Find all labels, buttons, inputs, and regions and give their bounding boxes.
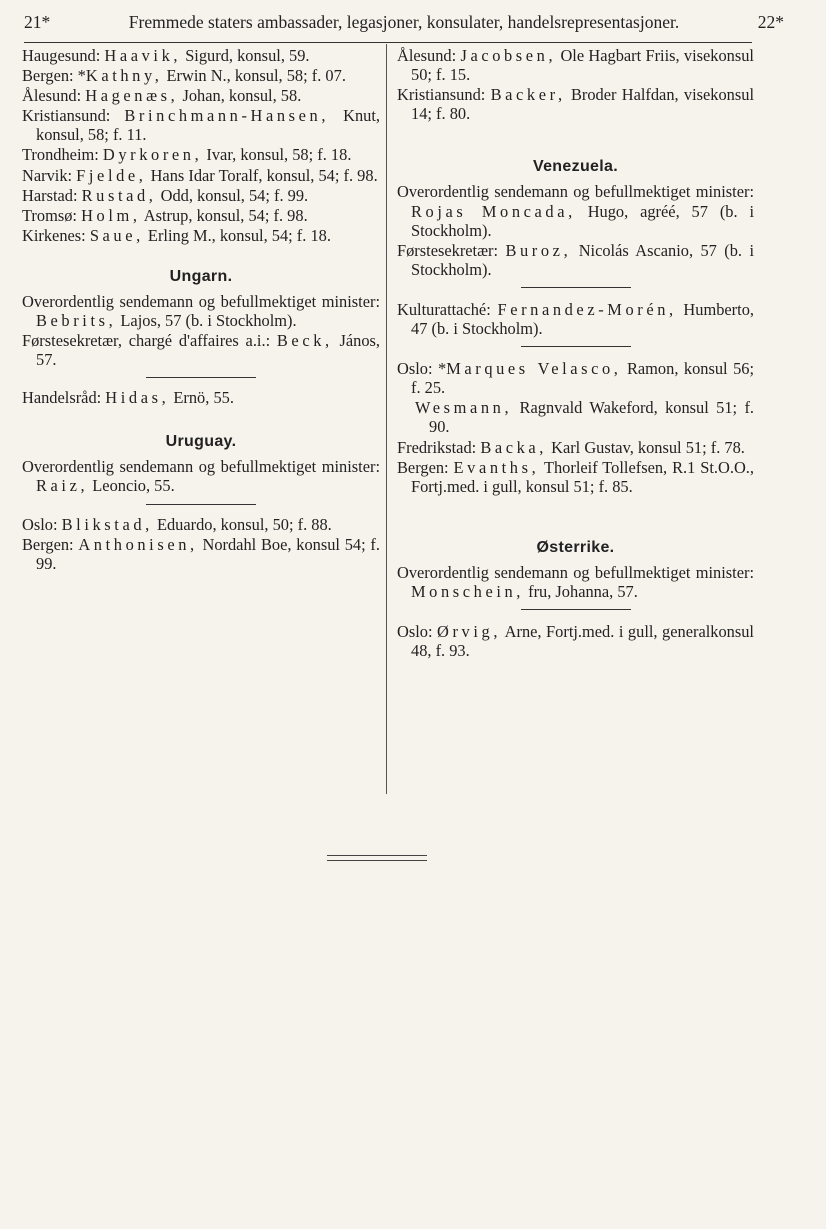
entry-venezuela-minister: Overordentlig sendemann og befullmektiget minister: Rojas Moncada, Hugo, agréé, 57 (b. i Stockholm).	[397, 182, 754, 240]
entry-uruguay-bergen: Bergen: Anthonisen, Nordahl Boe, konsul 54; f. 99.	[22, 534, 380, 573]
entry-kristiansund: Kristiansund: Brinchmann-Hansen, Knut, konsul, 58; f. 11.	[22, 106, 380, 145]
entry-uruguay-minister: Overordentlig sendemann og befullmektiget minister: Raiz, Leoncio, 55.	[22, 456, 380, 495]
entry-trondheim: Trondheim: Dyrkoren, Ivar, konsul, 58; f. 18.	[22, 145, 352, 165]
entry-narvik: Narvik: Fjelde, Hans Idar Toralf, konsul, 54; f. 98.	[22, 165, 378, 185]
end-rule-top	[327, 855, 427, 856]
entry-kirkenes: Kirkenes: Saue, Erling M., konsul, 54; f. 18.	[22, 225, 331, 245]
entry-venezuela-oslo: Oslo: *Marques Velasco, Ramon, konsul 56; f. 25.	[397, 359, 755, 398]
entry-alesund: Ålesund: Hagenæs, Johan, konsul, 58.	[22, 86, 302, 106]
page-number-left: 21*	[24, 12, 51, 32]
entry-kristiansund-vice: Kristiansund: Backer, Broder Halfdan, visekonsul 14; f. 80.	[397, 85, 755, 124]
section-separator	[146, 377, 256, 378]
heading-ungarn: Ungarn.	[169, 267, 233, 285]
page-number-right: 22*	[757, 12, 784, 32]
section-separator	[521, 609, 631, 610]
entry-uruguay-oslo: Oslo: Blikstad, Eduardo, konsul, 50; f. 88.	[22, 514, 332, 534]
column-divider	[386, 44, 387, 794]
right-column	[397, 46, 754, 661]
left-column	[22, 46, 380, 574]
entry-bergen: Bergen: *Kathny, Erwin N., konsul, 58; f. 07.	[22, 66, 346, 86]
entry-ungarn-minister: Overordentlig sendemann og befullmektiget minister: Bebrits, Lajos, 57 (b. i Stockholm).	[22, 292, 380, 331]
entry-venezuela-bergen: Bergen: Evanths, Thorleif Tollefsen, R.1 St.O.O., Fortj.med. i gull, konsul 51; f. 85.	[397, 457, 754, 496]
header-rule	[24, 42, 752, 43]
section-separator	[146, 504, 256, 505]
entry-ungarn-secretary: Førstesekretær, chargé d'affaires a.i.: Beck, János, 57.	[22, 331, 380, 370]
entry-osterrike-oslo: Oslo: Ørvig, Arne, Fortj.med. i gull, generalkonsul 48, f. 93.	[397, 622, 754, 661]
section-separator	[521, 287, 631, 288]
entry-venezuela-secretary: Førstesekretær: Buroz, Nicolás Ascanio, 57 (b. i Stockholm).	[397, 240, 754, 279]
heading-osterrike: Østerrike.	[536, 538, 615, 556]
section-separator	[521, 346, 631, 347]
end-rule-bottom	[327, 860, 427, 861]
heading-uruguay: Uruguay.	[165, 432, 237, 450]
entry-venezuela-culture: Kulturattaché: Fernandez-Morén, Humberto, 47 (b. i Stockholm).	[397, 299, 754, 339]
entry-venezuela-fredrikstad: Fredrikstad: Backa, Karl Gustav, konsul 51; f. 78.	[397, 437, 745, 457]
page-header	[24, 12, 784, 33]
entry-osterrike-minister: Overordentlig sendemann og befullmektiget minister: Monschein, fru, Johanna, 57.	[397, 562, 754, 601]
entry-alesund-vice: Ålesund: Jacobsen, Ole Hagbart Friis, visekonsul 50; f. 15.	[397, 46, 754, 85]
entry-venezuela-oslo-2: Wesmann, Ragnvald Wakeford, konsul 51; f. 90.	[415, 398, 754, 437]
entry-harstad: Harstad: Rustad, Odd, konsul, 54; f. 99.	[22, 185, 309, 205]
entry-tromso: Tromsø: Holm, Astrup, konsul, 54; f. 98.	[22, 205, 308, 225]
heading-venezuela: Venezuela.	[532, 158, 619, 176]
entry-haugesund: Haugesund: Haavik, Sigurd, konsul, 59.	[22, 46, 310, 65]
running-title: Fremmede staters ambassader, legasjoner, konsulater, handelsrepresentasjoner.	[128, 12, 680, 32]
entry-ungarn-trade: Handelsråd: Hidas, Ernö, 55.	[22, 388, 234, 408]
